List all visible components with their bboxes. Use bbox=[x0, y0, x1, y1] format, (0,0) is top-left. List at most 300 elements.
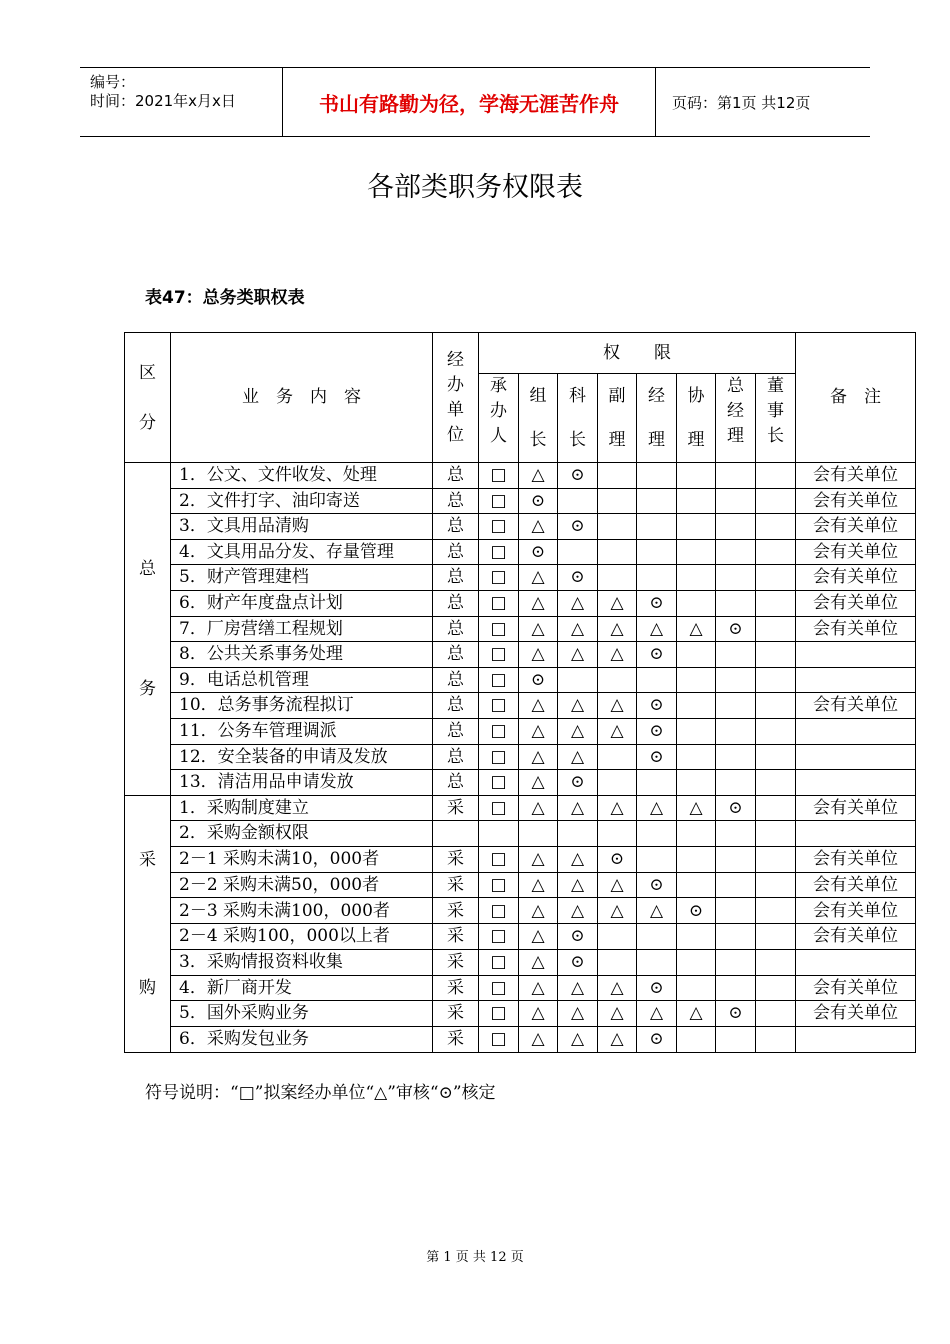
row-mark: □ bbox=[479, 1001, 519, 1027]
row-mark: △ bbox=[598, 693, 637, 719]
table-row bbox=[125, 1001, 916, 1027]
row-mark bbox=[756, 514, 796, 540]
table-row bbox=[125, 795, 916, 821]
row-mark: △ bbox=[677, 616, 716, 642]
role-header-char: 董 bbox=[767, 376, 784, 396]
row-mark: △ bbox=[519, 565, 558, 591]
row-mark: □ bbox=[479, 718, 519, 744]
row-mark bbox=[637, 565, 677, 591]
row-mark: △ bbox=[637, 1001, 677, 1027]
row-mark: △ bbox=[558, 693, 598, 719]
table-row bbox=[125, 949, 916, 975]
row-mark: ⊙ bbox=[558, 463, 598, 489]
table-row bbox=[125, 1026, 916, 1052]
role-header-char: 长 bbox=[569, 430, 586, 450]
role-header-char: 经 bbox=[727, 401, 744, 421]
row-mark bbox=[756, 795, 796, 821]
unit-header-char: 办 bbox=[447, 374, 464, 395]
row-mark: □ bbox=[479, 514, 519, 540]
row-mark: △ bbox=[558, 718, 598, 744]
row-mark: □ bbox=[479, 744, 519, 770]
page-footer: 第 1 页 共 12 页 bbox=[426, 1250, 524, 1265]
row-mark bbox=[677, 642, 716, 668]
row-mark: ⊙ bbox=[558, 770, 598, 796]
row-remark: 会有关单位 bbox=[796, 1001, 916, 1027]
row-unit: 采 bbox=[433, 898, 479, 924]
row-mark bbox=[756, 924, 796, 950]
row-item: 4．文具用品分发、存量管理 bbox=[171, 539, 433, 565]
row-mark bbox=[558, 821, 598, 847]
row-mark: □ bbox=[479, 795, 519, 821]
row-mark bbox=[756, 847, 796, 873]
symbol-legend: 符号说明：“□”拟案经办单位“△”审核“⊙”核定 bbox=[145, 1083, 496, 1103]
row-unit: 总 bbox=[433, 514, 479, 540]
row-item: 3．采购情报资料收集 bbox=[171, 949, 433, 975]
row-item: 10．总务事务流程拟订 bbox=[171, 693, 433, 719]
row-remark: 会有关单位 bbox=[796, 924, 916, 950]
row-mark bbox=[677, 949, 716, 975]
row-unit: 总 bbox=[433, 718, 479, 744]
row-remark: 会有关单位 bbox=[796, 565, 916, 591]
table-row bbox=[125, 847, 916, 873]
row-mark: △ bbox=[519, 463, 558, 489]
row-remark bbox=[796, 744, 916, 770]
row-mark: ⊙ bbox=[637, 693, 677, 719]
row-item: 8．公共关系事务处理 bbox=[171, 642, 433, 668]
time-label: 时间：2021年x月x日 bbox=[90, 92, 236, 110]
row-mark: ⊙ bbox=[637, 975, 677, 1001]
row-mark bbox=[716, 872, 756, 898]
row-unit: 总 bbox=[433, 744, 479, 770]
row-mark: ⊙ bbox=[598, 847, 637, 873]
group-label-char: 务 bbox=[139, 678, 156, 699]
row-unit: 总 bbox=[433, 463, 479, 489]
row-mark bbox=[677, 872, 716, 898]
row-mark: ⊙ bbox=[716, 1001, 756, 1027]
row-mark bbox=[756, 642, 796, 668]
table-row bbox=[125, 539, 916, 565]
document-title: 各部类职务权限表 bbox=[367, 172, 583, 203]
unit-header-char: 位 bbox=[447, 424, 464, 445]
row-item: 2－3 采购未满100，000者 bbox=[171, 898, 433, 924]
row-item: 6．采购发包业务 bbox=[171, 1026, 433, 1052]
row-remark: 会有关单位 bbox=[796, 693, 916, 719]
row-mark: △ bbox=[598, 590, 637, 616]
role-header bbox=[519, 374, 558, 463]
row-mark bbox=[716, 718, 756, 744]
role-header-char: 理 bbox=[687, 430, 705, 450]
row-mark: △ bbox=[519, 590, 558, 616]
row-remark: 会有关单位 bbox=[796, 488, 916, 514]
table-header bbox=[125, 333, 916, 463]
row-item: 2－2 采购未满50，000者 bbox=[171, 872, 433, 898]
row-remark bbox=[796, 821, 916, 847]
table-row bbox=[125, 463, 916, 489]
row-mark: △ bbox=[558, 795, 598, 821]
role-header-char: 经 bbox=[648, 386, 665, 406]
row-mark: ⊙ bbox=[558, 514, 598, 540]
row-mark: △ bbox=[677, 795, 716, 821]
row-mark bbox=[677, 667, 716, 693]
content-header: 业 务 内 容 bbox=[171, 333, 433, 463]
row-mark bbox=[637, 847, 677, 873]
row-mark bbox=[756, 667, 796, 693]
role-header-char: 办 bbox=[490, 401, 507, 421]
row-mark: △ bbox=[519, 616, 558, 642]
row-mark bbox=[637, 539, 677, 565]
row-mark: △ bbox=[598, 795, 637, 821]
role-header-char: 理 bbox=[648, 430, 665, 450]
table-row bbox=[125, 616, 916, 642]
table-row bbox=[125, 693, 916, 719]
row-mark: □ bbox=[479, 565, 519, 591]
table-row bbox=[125, 565, 916, 591]
row-mark: △ bbox=[519, 872, 558, 898]
row-mark bbox=[756, 693, 796, 719]
row-item: 7．厂房营缮工程规划 bbox=[171, 616, 433, 642]
role-header-char: 科 bbox=[569, 386, 586, 406]
row-mark: ⊙ bbox=[637, 590, 677, 616]
row-item: 2．采购金额权限 bbox=[171, 821, 433, 847]
header-motto: 书山有路勤为径，学海无涯苦作舟 bbox=[282, 68, 656, 136]
page-info-text: 页码：第1页 共12页 bbox=[672, 93, 811, 112]
row-unit: 采 bbox=[433, 795, 479, 821]
row-item: 5．财产管理建档 bbox=[171, 565, 433, 591]
table-row bbox=[125, 770, 916, 796]
row-mark bbox=[716, 770, 756, 796]
role-header-char: 副 bbox=[608, 386, 626, 406]
row-unit: 采 bbox=[433, 872, 479, 898]
table-row bbox=[125, 975, 916, 1001]
row-mark: △ bbox=[598, 718, 637, 744]
row-unit: 采 bbox=[433, 847, 479, 873]
row-mark bbox=[677, 514, 716, 540]
row-item: 6．财产年度盘点计划 bbox=[171, 590, 433, 616]
row-mark bbox=[756, 949, 796, 975]
row-mark bbox=[637, 770, 677, 796]
section-header-char: 区 bbox=[139, 362, 156, 383]
row-remark: 会有关单位 bbox=[796, 616, 916, 642]
row-mark: △ bbox=[519, 975, 558, 1001]
row-mark bbox=[519, 821, 558, 847]
row-mark bbox=[716, 821, 756, 847]
table-row bbox=[125, 642, 916, 668]
row-mark: △ bbox=[519, 642, 558, 668]
table-row bbox=[125, 488, 916, 514]
table-row bbox=[125, 898, 916, 924]
table-row bbox=[125, 718, 916, 744]
row-mark bbox=[677, 821, 716, 847]
row-mark bbox=[716, 539, 756, 565]
row-mark bbox=[716, 667, 756, 693]
row-mark bbox=[756, 744, 796, 770]
row-mark bbox=[756, 898, 796, 924]
row-mark bbox=[598, 667, 637, 693]
row-mark bbox=[756, 488, 796, 514]
row-mark bbox=[677, 693, 716, 719]
row-unit: 总 bbox=[433, 539, 479, 565]
row-item: 4．新厂商开发 bbox=[171, 975, 433, 1001]
row-item: 11．公务车管理调派 bbox=[171, 718, 433, 744]
row-item: 9．电话总机管理 bbox=[171, 667, 433, 693]
role-header-char: 长 bbox=[529, 430, 547, 450]
row-mark: □ bbox=[479, 488, 519, 514]
row-unit: 采 bbox=[433, 924, 479, 950]
table-row bbox=[125, 590, 916, 616]
row-remark: 会有关单位 bbox=[796, 975, 916, 1001]
row-mark bbox=[677, 718, 716, 744]
row-mark bbox=[637, 488, 677, 514]
row-unit: 总 bbox=[433, 667, 479, 693]
row-mark: △ bbox=[598, 616, 637, 642]
row-unit bbox=[433, 821, 479, 847]
row-mark bbox=[598, 821, 637, 847]
role-header bbox=[598, 374, 637, 463]
row-mark: □ bbox=[479, 539, 519, 565]
unit-header-char: 单 bbox=[447, 399, 464, 420]
row-mark bbox=[637, 924, 677, 950]
row-mark bbox=[637, 667, 677, 693]
row-mark bbox=[598, 949, 637, 975]
row-mark: △ bbox=[558, 872, 598, 898]
row-remark bbox=[796, 667, 916, 693]
row-mark: □ bbox=[479, 975, 519, 1001]
unit-header-char: 经 bbox=[447, 349, 464, 370]
row-mark bbox=[716, 693, 756, 719]
row-mark bbox=[756, 565, 796, 591]
table-row bbox=[125, 514, 916, 540]
row-mark bbox=[716, 924, 756, 950]
section-header-char: 分 bbox=[139, 412, 156, 433]
row-remark bbox=[796, 1026, 916, 1052]
role-header-char: 组 bbox=[529, 386, 547, 406]
row-remark bbox=[796, 642, 916, 668]
row-mark bbox=[637, 514, 677, 540]
row-mark bbox=[756, 1026, 796, 1052]
row-mark: □ bbox=[479, 1026, 519, 1052]
row-mark bbox=[677, 463, 716, 489]
table-row bbox=[125, 821, 916, 847]
role-header bbox=[677, 374, 716, 463]
row-mark bbox=[479, 821, 519, 847]
row-mark bbox=[756, 770, 796, 796]
row-mark: △ bbox=[558, 590, 598, 616]
row-mark: ⊙ bbox=[637, 744, 677, 770]
row-mark: □ bbox=[479, 463, 519, 489]
row-item: 2－4 采购100，000以上者 bbox=[171, 924, 433, 950]
header-row-1 bbox=[125, 333, 916, 374]
row-remark: 会有关单位 bbox=[796, 590, 916, 616]
role-header-char: 人 bbox=[490, 426, 507, 446]
row-unit: 总 bbox=[433, 590, 479, 616]
row-mark: ⊙ bbox=[637, 718, 677, 744]
row-mark: △ bbox=[519, 718, 558, 744]
row-unit: 总 bbox=[433, 642, 479, 668]
row-mark bbox=[677, 1026, 716, 1052]
row-mark: □ bbox=[479, 590, 519, 616]
row-unit: 总 bbox=[433, 770, 479, 796]
row-mark bbox=[716, 488, 756, 514]
row-mark: △ bbox=[519, 693, 558, 719]
row-remark: 会有关单位 bbox=[796, 898, 916, 924]
table-row bbox=[125, 872, 916, 898]
row-mark bbox=[558, 488, 598, 514]
row-unit: 采 bbox=[433, 949, 479, 975]
table-body bbox=[125, 463, 916, 1053]
row-unit: 采 bbox=[433, 975, 479, 1001]
header-meta bbox=[80, 68, 282, 136]
row-mark bbox=[716, 949, 756, 975]
row-mark: △ bbox=[519, 949, 558, 975]
row-mark: △ bbox=[558, 744, 598, 770]
row-mark: △ bbox=[519, 744, 558, 770]
row-mark: ⊙ bbox=[716, 616, 756, 642]
row-mark bbox=[716, 590, 756, 616]
row-mark bbox=[598, 770, 637, 796]
row-mark: △ bbox=[558, 616, 598, 642]
row-mark bbox=[677, 770, 716, 796]
role-header-char: 理 bbox=[608, 430, 626, 450]
row-mark: □ bbox=[479, 667, 519, 693]
group-label-char: 采 bbox=[139, 849, 156, 870]
row-mark: △ bbox=[519, 1001, 558, 1027]
role-header bbox=[479, 374, 519, 463]
remark-header: 备 注 bbox=[796, 333, 916, 463]
row-unit: 总 bbox=[433, 616, 479, 642]
row-mark bbox=[756, 463, 796, 489]
row-mark: ⊙ bbox=[558, 565, 598, 591]
row-item: 5．国外采购业务 bbox=[171, 1001, 433, 1027]
row-mark: □ bbox=[479, 898, 519, 924]
row-mark: △ bbox=[598, 975, 637, 1001]
table-row bbox=[125, 744, 916, 770]
row-mark bbox=[598, 463, 637, 489]
row-item: 1．采购制度建立 bbox=[171, 795, 433, 821]
row-mark: ⊙ bbox=[558, 949, 598, 975]
row-mark bbox=[677, 590, 716, 616]
row-mark bbox=[598, 924, 637, 950]
row-mark: ⊙ bbox=[677, 898, 716, 924]
row-remark: 会有关单位 bbox=[796, 463, 916, 489]
row-unit: 总 bbox=[433, 488, 479, 514]
row-mark: ⊙ bbox=[637, 1026, 677, 1052]
row-mark: △ bbox=[558, 1026, 598, 1052]
row-item: 3．文具用品清购 bbox=[171, 514, 433, 540]
row-remark bbox=[796, 718, 916, 744]
row-mark bbox=[716, 847, 756, 873]
row-mark: △ bbox=[519, 514, 558, 540]
group-label bbox=[125, 795, 171, 1052]
row-mark: △ bbox=[598, 872, 637, 898]
row-remark: 会有关单位 bbox=[796, 847, 916, 873]
row-mark: △ bbox=[598, 1001, 637, 1027]
row-mark bbox=[637, 821, 677, 847]
row-mark: △ bbox=[558, 898, 598, 924]
row-mark: ⊙ bbox=[637, 872, 677, 898]
row-mark: ⊙ bbox=[637, 642, 677, 668]
row-item: 2－1 采购未满10，000者 bbox=[171, 847, 433, 873]
row-mark bbox=[756, 539, 796, 565]
row-mark bbox=[677, 488, 716, 514]
row-mark: △ bbox=[598, 1026, 637, 1052]
row-mark: ⊙ bbox=[558, 924, 598, 950]
row-mark: △ bbox=[519, 795, 558, 821]
row-mark: △ bbox=[558, 975, 598, 1001]
row-unit: 总 bbox=[433, 565, 479, 591]
row-mark bbox=[677, 539, 716, 565]
row-mark: □ bbox=[479, 642, 519, 668]
authority-table bbox=[124, 332, 916, 1053]
row-mark bbox=[677, 847, 716, 873]
row-mark bbox=[558, 539, 598, 565]
row-mark bbox=[677, 924, 716, 950]
row-mark bbox=[598, 514, 637, 540]
row-mark: △ bbox=[519, 924, 558, 950]
header-page-info bbox=[664, 68, 870, 136]
row-mark bbox=[756, 821, 796, 847]
row-mark: ⊙ bbox=[519, 539, 558, 565]
row-mark: △ bbox=[637, 616, 677, 642]
row-mark bbox=[716, 463, 756, 489]
row-mark: □ bbox=[479, 949, 519, 975]
row-item: 12．安全装备的申请及发放 bbox=[171, 744, 433, 770]
row-mark: △ bbox=[519, 898, 558, 924]
role-header-char: 总 bbox=[727, 376, 744, 396]
row-mark bbox=[716, 1026, 756, 1052]
row-mark: △ bbox=[637, 795, 677, 821]
row-mark bbox=[677, 744, 716, 770]
row-mark bbox=[598, 565, 637, 591]
row-mark bbox=[637, 949, 677, 975]
unit-header bbox=[433, 333, 479, 463]
role-header bbox=[716, 374, 756, 463]
row-mark bbox=[637, 463, 677, 489]
row-mark bbox=[756, 616, 796, 642]
row-remark: 会有关单位 bbox=[796, 539, 916, 565]
row-mark bbox=[756, 718, 796, 744]
role-header-char: 承 bbox=[490, 376, 507, 396]
role-header-char: 理 bbox=[727, 426, 744, 446]
row-mark bbox=[677, 975, 716, 1001]
role-header-char: 协 bbox=[687, 386, 705, 406]
row-mark: □ bbox=[479, 770, 519, 796]
row-remark bbox=[796, 949, 916, 975]
row-mark: ⊙ bbox=[519, 667, 558, 693]
row-mark: △ bbox=[558, 642, 598, 668]
row-mark: △ bbox=[558, 847, 598, 873]
role-header-char: 长 bbox=[767, 426, 784, 446]
group-label-char: 购 bbox=[139, 977, 156, 998]
row-mark: △ bbox=[558, 1001, 598, 1027]
row-mark bbox=[598, 488, 637, 514]
group-label bbox=[125, 463, 171, 796]
row-mark bbox=[716, 514, 756, 540]
row-mark: △ bbox=[637, 898, 677, 924]
page-header bbox=[80, 67, 870, 137]
row-mark bbox=[598, 539, 637, 565]
row-mark bbox=[716, 975, 756, 1001]
section-header bbox=[125, 333, 171, 463]
row-item: 2．文件打字、油印寄送 bbox=[171, 488, 433, 514]
row-unit: 采 bbox=[433, 1001, 479, 1027]
row-mark: △ bbox=[598, 642, 637, 668]
row-mark bbox=[716, 642, 756, 668]
row-mark bbox=[558, 667, 598, 693]
row-mark bbox=[756, 975, 796, 1001]
row-mark: ⊙ bbox=[519, 488, 558, 514]
role-header bbox=[637, 374, 677, 463]
row-mark: △ bbox=[519, 847, 558, 873]
